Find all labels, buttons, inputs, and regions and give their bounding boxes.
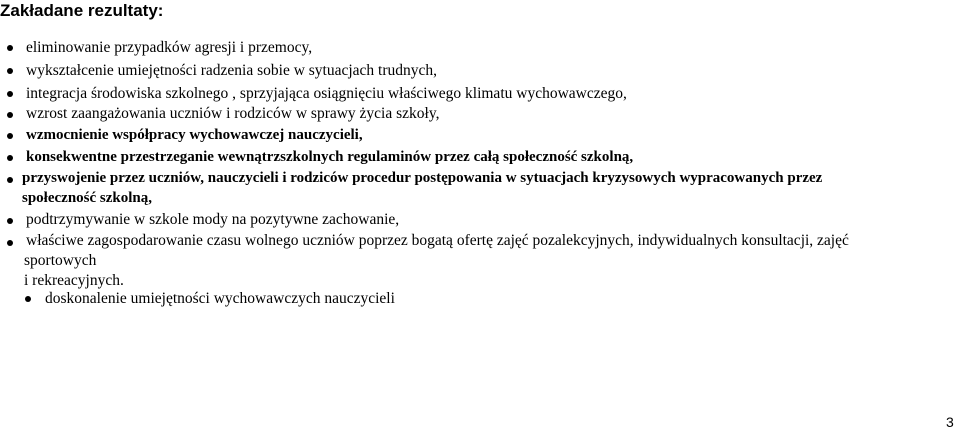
bullet-icon <box>7 218 13 224</box>
list-item-continuation: sportowych <box>24 252 97 269</box>
bullet-icon <box>25 296 31 302</box>
list-item: integracja środowiska szkolnego , sprzyjająca osiągnięciu właściwego klimatu wychowawczego, <box>26 85 627 102</box>
list-item: konsekwentne przestrzeganie wewnątrzszkolnych regulaminów przez całą społeczność szkolną, <box>26 149 634 165</box>
list-item <box>26 231 956 291</box>
bullet-icon <box>7 68 13 74</box>
bullet-icon <box>7 133 13 139</box>
bullet-icon <box>7 45 13 51</box>
list-item-continuation: społeczność szkolną, <box>22 190 153 206</box>
list-item: wykształcenie umiejętności radzenia sobie w sytuacjach trudnych, <box>26 62 438 79</box>
bullet-icon <box>7 177 13 183</box>
bullet-icon <box>7 240 13 246</box>
list-item: podtrzymywanie w szkole mody na pozytywne zachowanie, <box>26 211 400 228</box>
bullet-icon <box>7 112 13 118</box>
list-item-continuation: i rekreacyjnych. <box>24 272 124 289</box>
list-item: doskonalenie umiejętności wychowawczych nauczycieli <box>45 290 395 307</box>
list-item <box>22 168 957 208</box>
list-item-text: przyswojenie przez uczniów, nauczycieli i rodziców procedur postępowania w sytuacjach kryzysowych wypracowanych przez <box>22 170 823 186</box>
list-item-text: właściwe zagospodarowanie czasu wolnego uczniów poprzez bogatą ofertę zajęć pozalekcyjnych, indywidualnych konsultacji, zajęć <box>26 232 849 249</box>
bullet-icon <box>7 91 13 97</box>
page-number: 3 <box>946 414 954 430</box>
list-item: eliminowanie przypadków agresji i przemocy, <box>26 39 313 56</box>
bullet-icon <box>7 155 13 161</box>
list-item: wzrost zaangażowania uczniów i rodziców w sprawy życia szkoły, <box>26 105 440 122</box>
list-item: wzmocnienie współpracy wychowawczej nauczycieli, <box>26 127 363 143</box>
section-heading: Zakładane rezultaty: <box>0 1 164 20</box>
